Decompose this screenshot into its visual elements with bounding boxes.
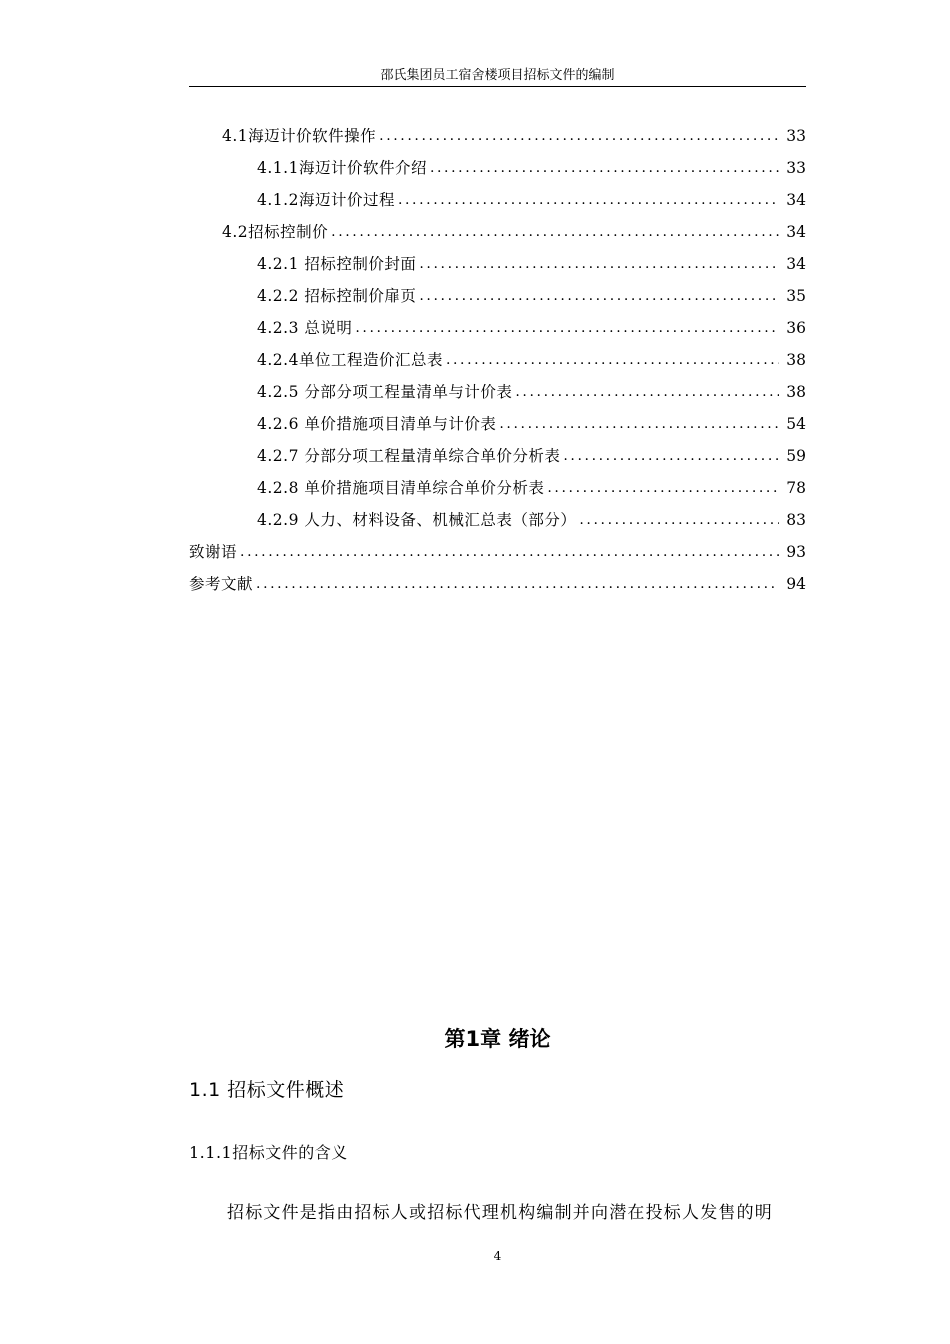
toc-leader-dots [419, 248, 779, 280]
toc-entry-page: 34 [786, 191, 806, 209]
toc-entry [189, 152, 806, 184]
toc-entry [189, 376, 806, 408]
toc-entry-page: 59 [786, 447, 806, 465]
toc-entry-title: 4.2.1 招标控制价封面 [257, 255, 417, 273]
toc-entry-page: 36 [786, 319, 806, 337]
toc-leader-dots [430, 152, 779, 184]
toc-entry-page: 83 [786, 511, 806, 529]
toc-entry [189, 120, 806, 152]
toc-entry-page: 34 [786, 223, 806, 241]
toc-entry-page: 33 [786, 127, 806, 145]
toc-entry-title: 参考文献 [189, 575, 254, 593]
toc-leader-dots [547, 472, 779, 504]
toc-leader-dots [515, 376, 779, 408]
header-rule [189, 86, 806, 87]
running-header: 邵氏集团员工宿舍楼项目招标文件的编制 [380, 68, 615, 83]
toc-leader-dots [379, 120, 779, 152]
chapter-title: 第1章 绪论 [444, 1027, 551, 1051]
toc-entry [189, 536, 806, 568]
table-of-contents [189, 120, 806, 600]
toc-entry-page: 78 [786, 479, 806, 497]
toc-leader-dots [398, 184, 779, 216]
toc-leader-dots [240, 536, 779, 568]
toc-entry-title: 4.2.6 单价措施项目清单与计价表 [257, 415, 497, 433]
toc-entry-title: 致谢语 [189, 543, 238, 561]
section-title: 1.1 招标文件概述 [189, 1079, 345, 1101]
toc-entry-page: 38 [786, 383, 806, 401]
toc-entry [189, 440, 806, 472]
toc-entry-page: 34 [786, 255, 806, 273]
subsection-title: 1.1.1招标文件的含义 [189, 1143, 348, 1162]
toc-entry [189, 312, 806, 344]
toc-entry-page: 33 [786, 159, 806, 177]
toc-entry-page: 94 [786, 575, 806, 593]
body-paragraph: 招标文件是指由招标人或招标代理机构编制并向潜在投标人发售的明 [227, 1203, 773, 1223]
toc-entry [189, 504, 806, 536]
toc-entry [189, 248, 806, 280]
toc-entry-title: 4.2.8 单价措施项目清单综合单价分析表 [257, 479, 545, 497]
toc-entry-title: 4.2.9 人力、材料设备、机械汇总表（部分） [257, 511, 577, 529]
toc-entry [189, 408, 806, 440]
toc-leader-dots [355, 312, 779, 344]
toc-entry [189, 344, 806, 376]
toc-entry-page: 93 [786, 543, 806, 561]
toc-leader-dots [419, 280, 779, 312]
toc-entry-title: 4.2.4单位工程造价汇总表 [257, 351, 443, 369]
toc-entry-page: 38 [786, 351, 806, 369]
toc-entry [189, 184, 806, 216]
toc-leader-dots [579, 504, 779, 536]
toc-entry-title: 4.2.7 分部分项工程量清单综合单价分析表 [257, 447, 561, 465]
toc-entry [189, 280, 806, 312]
toc-entry [189, 568, 806, 600]
toc-entry-title: 4.2.3 总说明 [257, 319, 353, 337]
page-number: 4 [493, 1249, 502, 1263]
toc-entry [189, 216, 806, 248]
toc-entry-page: 35 [786, 287, 806, 305]
toc-entry-title: 4.2.5 分部分项工程量清单与计价表 [257, 383, 513, 401]
toc-leader-dots [499, 408, 779, 440]
toc-entry-title: 4.1.2海迈计价过程 [257, 191, 395, 209]
toc-entry-title: 4.1海迈计价软件操作 [222, 127, 377, 145]
toc-entry-title: 4.2招标控制价 [222, 223, 329, 241]
toc-entry-title: 4.1.1海迈计价软件介绍 [257, 159, 427, 177]
toc-entry-page: 54 [786, 415, 806, 433]
toc-entry-title: 4.2.2 招标控制价扉页 [257, 287, 417, 305]
toc-leader-dots [256, 568, 779, 600]
toc-leader-dots [331, 216, 779, 248]
toc-entry [189, 472, 806, 504]
toc-leader-dots [446, 344, 779, 376]
toc-leader-dots [563, 440, 779, 472]
